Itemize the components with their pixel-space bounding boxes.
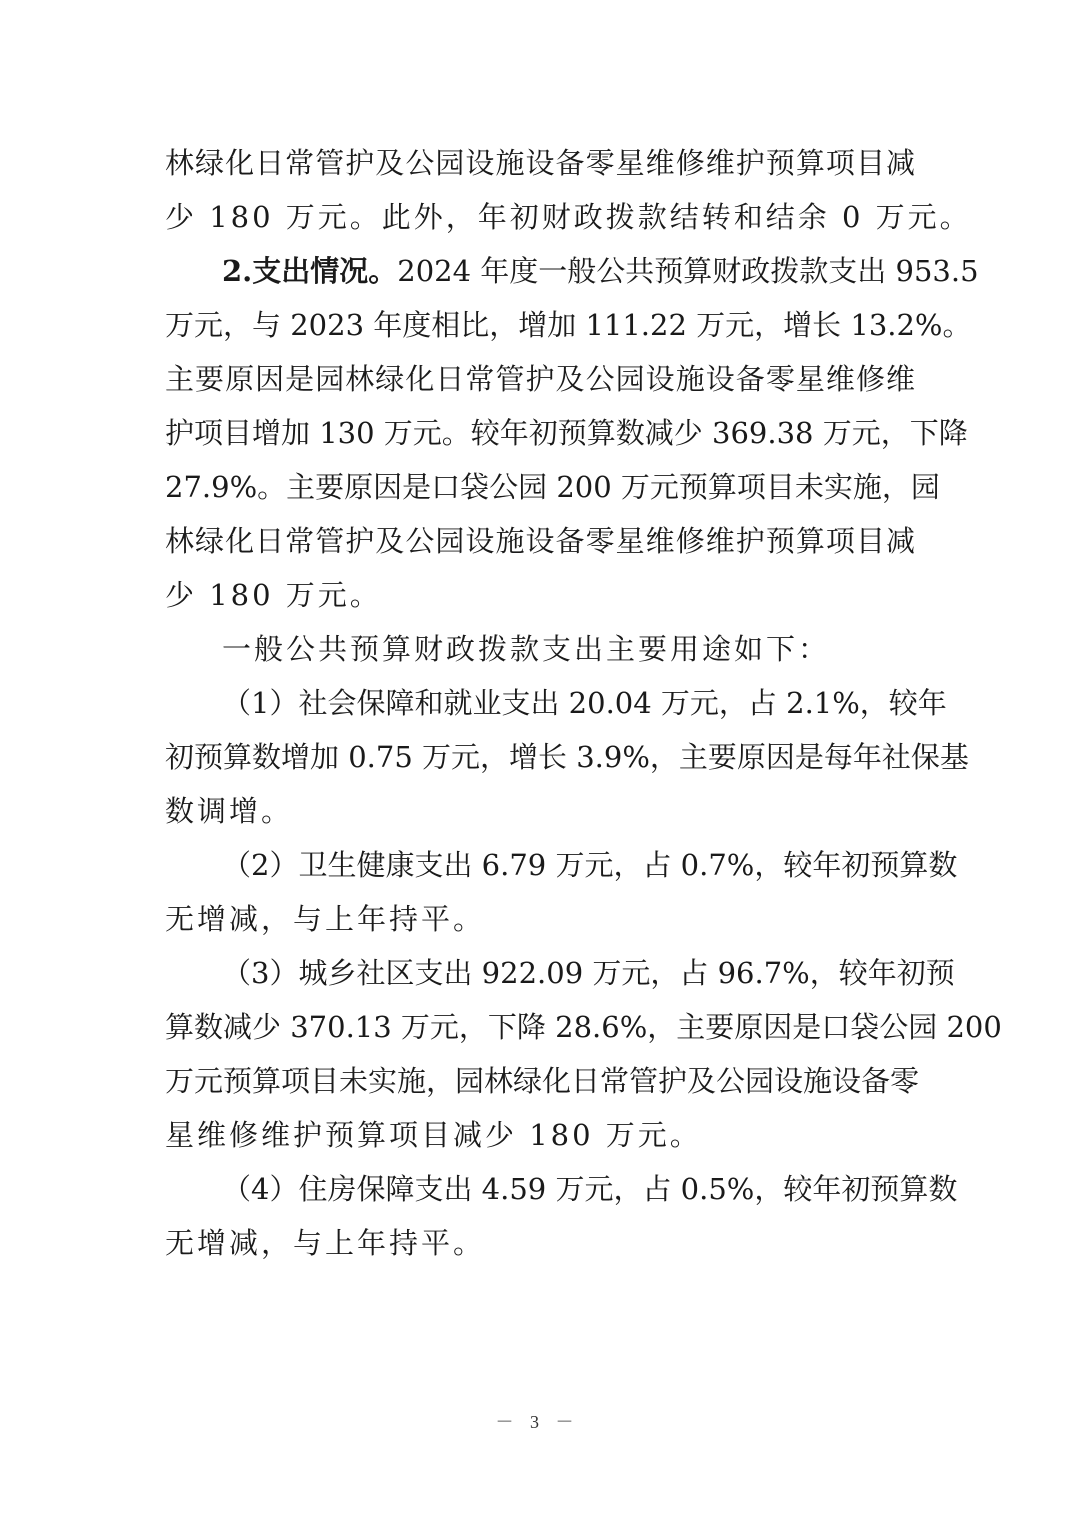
body-text-line: 林绿化日常管护及公园设施设备零星维修维护预算项目减 (165, 146, 915, 180)
body-text-line: 27.9%。主要原因是口袋公园 200 万元预算项目未实施，园 (165, 470, 940, 504)
body-text-line: 主要原因是园林绿化日常管护及公园设施设备零星维修维 (165, 362, 915, 396)
body-text-line: 林绿化日常管护及公园设施设备零星维修维护预算项目减 (165, 524, 915, 558)
list-item-3-line: 星维修维护预算项目减少 180 万元。 (165, 1118, 702, 1152)
section-heading: 2.支出情况。 (222, 254, 398, 288)
list-item-3-line: （3）城乡社区支出 922.09 万元，占 96.7%，较年初预 (222, 956, 955, 990)
list-item-2-line: （2）卫生健康支出 6.79 万元，占 0.7%，较年初预算数 (222, 848, 958, 882)
list-item-1-line: 数调增。 (165, 794, 294, 828)
list-item-3-line: 算数减少 370.13 万元，下降 28.6%，主要原因是口袋公园 200 (165, 1010, 1002, 1044)
list-item-4-line: 无增减，与上年持平。 (165, 1226, 486, 1260)
body-text-line: 万元，与 2023 年度相比，增加 111.22 万元，增长 13.2%。 (165, 308, 972, 342)
list-item-1-line: （1）社会保障和就业支出 20.04 万元，占 2.1%，较年 (222, 686, 947, 720)
body-text-line: 少 180 万元。 (165, 578, 382, 612)
section-paragraph-first-line (222, 251, 979, 291)
list-item-3-line: 万元预算项目未实施，园林绿化日常管护及公园设施设备零 (165, 1064, 920, 1098)
page-number: － 3 － (495, 1412, 580, 1432)
list-item-4-line: （4）住房保障支出 4.59 万元，占 0.5%，较年初预算数 (222, 1172, 958, 1206)
body-text-line: 护项目增加 130 万元。较年初预算数减少 369.38 万元，下降 (165, 416, 968, 450)
list-item-2-line: 无增减，与上年持平。 (165, 902, 486, 936)
body-text-line: 少 180 万元。此外，年初财政拨款结转和结余 0 万元。 (165, 200, 972, 234)
list-item-1-line: 初预算数增加 0.75 万元，增长 3.9%，主要原因是每年社保基 (165, 740, 969, 774)
list-intro: 一般公共预算财政拨款支出主要用途如下： (222, 632, 831, 666)
body-text-span: 2024 年度一般公共预算财政拨款支出 953.5 (397, 254, 979, 288)
